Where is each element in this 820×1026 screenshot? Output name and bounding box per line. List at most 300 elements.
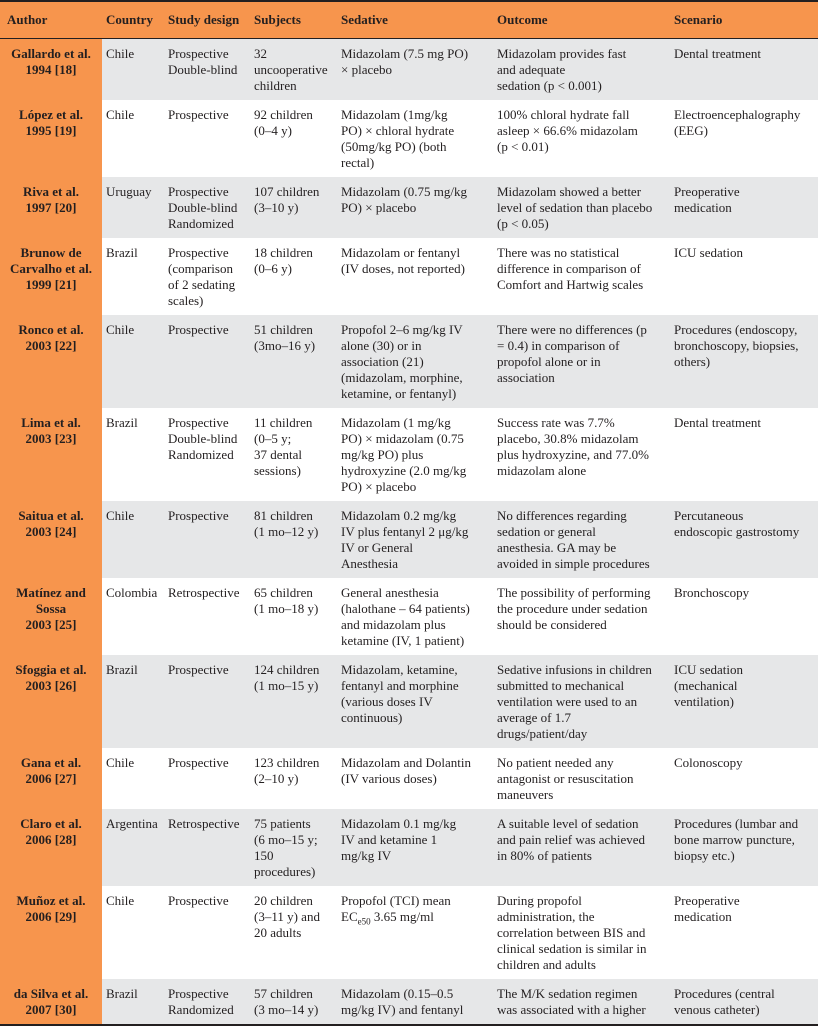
cell-line: anesthesia. GA may be xyxy=(497,540,617,555)
table-row xyxy=(0,655,818,748)
cell-line: Preoperative xyxy=(674,184,740,199)
cell-line: Electroencephalography xyxy=(674,107,801,122)
cell-line: 2006 [29] xyxy=(25,909,77,924)
cell-line: IV plus fentanyl 2 μg/kg xyxy=(341,524,469,539)
cell-line: (mechanical xyxy=(674,678,738,693)
table-row xyxy=(0,979,818,1025)
cell-scenario xyxy=(670,100,818,177)
cell-outcome xyxy=(493,238,670,315)
cell-line: avoided in simple procedures xyxy=(497,556,650,571)
cell-line: Prospective xyxy=(168,755,229,770)
cell-line: Anesthesia xyxy=(341,556,399,571)
cell-design xyxy=(164,748,250,809)
cell-line: (halothane – 64 patients) xyxy=(341,601,470,616)
cell-line: Prospective xyxy=(168,245,229,260)
cell-line: 1994 [18] xyxy=(25,62,77,77)
cell-line: PO) × chloral hydrate xyxy=(341,123,455,138)
cell-scenario xyxy=(670,177,818,238)
cell-line: ketamine, or fentanyl) xyxy=(341,386,457,401)
cell-line: Prospective xyxy=(168,508,229,523)
cell-line: Argentina xyxy=(106,816,158,831)
cell-outcome xyxy=(493,100,670,177)
cell-line: Prospective xyxy=(168,893,229,908)
cell-subjects xyxy=(250,177,337,238)
cell-line: correlation between BIS and xyxy=(497,925,646,940)
cell-outcome xyxy=(493,578,670,655)
cell-line: 2003 [22] xyxy=(25,338,77,353)
cell-line: 2003 [26] xyxy=(25,678,77,693)
header-scenario: Scenario xyxy=(670,1,818,39)
cell-line: administration, the xyxy=(497,909,595,924)
cell-line: sessions) xyxy=(254,463,301,478)
cell-line: Midazolam (0.75 mg/kg xyxy=(341,184,468,199)
cell-line: Brazil xyxy=(106,662,138,677)
cell-line: Dental treatment xyxy=(674,415,761,430)
cell-outcome xyxy=(493,39,670,101)
cell-sedative xyxy=(337,886,493,979)
cell-line: 107 children xyxy=(254,184,320,199)
cell-line: Retrospective xyxy=(168,816,240,831)
cell-subjects xyxy=(250,748,337,809)
cell-line: 20 adults xyxy=(254,925,302,940)
cell-line: 65 children xyxy=(254,585,313,600)
cell-line: (50mg/kg PO) (both xyxy=(341,139,447,154)
cell-line: medication xyxy=(674,200,732,215)
header-sedative: Sedative xyxy=(337,1,493,39)
cell-author xyxy=(0,578,102,655)
table-row xyxy=(0,748,818,809)
cell-design xyxy=(164,39,250,101)
cell-line: of 2 sedating xyxy=(168,277,236,292)
cell-author xyxy=(0,655,102,748)
cell-line: and midazolam plus xyxy=(341,617,446,632)
cell-outcome xyxy=(493,979,670,1025)
table-row xyxy=(0,408,818,501)
cell-line: (3mo–16 y) xyxy=(254,338,316,353)
cell-line: rectal) xyxy=(341,155,375,170)
header-outcome: Outcome xyxy=(493,1,670,39)
cell-line: propofol alone or in xyxy=(497,354,601,369)
cell-author xyxy=(0,979,102,1025)
cell-line: Brazil xyxy=(106,245,138,260)
cell-line: Claro et al. xyxy=(20,816,82,831)
cell-outcome xyxy=(493,748,670,809)
cell-line: 124 children xyxy=(254,662,320,677)
table-row xyxy=(0,100,818,177)
cell-line: sedation or general xyxy=(497,524,596,539)
cell-line: 2006 [28] xyxy=(25,832,77,847)
cell-line: (various doses IV xyxy=(341,694,433,709)
cell-scenario xyxy=(670,809,818,886)
cell-outcome xyxy=(493,886,670,979)
cell-line: difference in comparison of xyxy=(497,261,641,276)
cell-line: 1999 [21] xyxy=(25,277,77,292)
cell-country xyxy=(102,979,164,1025)
cell-line: Colombia xyxy=(106,585,158,600)
cell-sedative xyxy=(337,238,493,315)
cell-author xyxy=(0,39,102,101)
cell-line: 75 patients xyxy=(254,816,311,831)
cell-design xyxy=(164,315,250,408)
cell-sedative xyxy=(337,501,493,578)
cell-line: procedures) xyxy=(254,864,316,879)
cell-line: Midazolam 0.1 mg/kg xyxy=(341,816,457,831)
cell-line: Dental treatment xyxy=(674,46,761,61)
cell-line: fentanyl and morphine xyxy=(341,678,459,693)
cell-line: hydroxyzine (2.0 mg/kg xyxy=(341,463,467,478)
cell-line: (6 mo–15 y; xyxy=(254,832,318,847)
cell-subjects xyxy=(250,408,337,501)
cell-line: 1995 [19] xyxy=(25,123,77,138)
cell-line: Randomized xyxy=(168,1002,234,1017)
cell-line: antagonist or resuscitation xyxy=(497,771,634,786)
cell-line: Sossa xyxy=(35,601,67,616)
cell-line: Carvalho et al. xyxy=(10,261,92,276)
cell-line: (midazolam, morphine, xyxy=(341,370,463,385)
cell-line: Double-blind xyxy=(168,62,238,77)
cell-line: Retrospective xyxy=(168,585,240,600)
cell-line: association (21) xyxy=(341,354,424,369)
cell-line: IV and ketamine 1 xyxy=(341,832,438,847)
cell-line: ventilation were used to an xyxy=(497,694,638,709)
table-row xyxy=(0,578,818,655)
cell-line: Prospective xyxy=(168,415,229,430)
cell-scenario xyxy=(670,39,818,101)
cell-subjects xyxy=(250,655,337,748)
cell-line: level of sedation than placebo xyxy=(497,200,653,215)
cell-sedative xyxy=(337,748,493,809)
cell-line: (p < 0.01) xyxy=(497,139,549,154)
cell-line: Uruguay xyxy=(106,184,152,199)
cell-line: Gana et al. xyxy=(20,755,82,770)
cell-line: ICU sedation xyxy=(674,662,743,677)
cell-line: (3–10 y) xyxy=(254,200,299,215)
cell-outcome xyxy=(493,177,670,238)
cell-design xyxy=(164,408,250,501)
cell-line: mg/kg IV) and fentanyl xyxy=(341,1002,464,1017)
cell-line: Chile xyxy=(106,755,135,770)
cell-line: 81 children xyxy=(254,508,313,523)
cell-line: Saitua et al. xyxy=(18,508,84,523)
cell-line: venous catheter) xyxy=(674,1002,760,1017)
cell-line: López et al. xyxy=(19,107,83,122)
cell-line: Chile xyxy=(106,322,135,337)
cell-line: $EC_{e50}$ 3.65 mg/ml xyxy=(341,909,434,927)
cell-line: PO) × midazolam (0.75 xyxy=(341,431,464,446)
cell-line: (1 mo–15 y) xyxy=(254,678,319,693)
cell-line: Midazolam, ketamine, xyxy=(341,662,458,677)
cell-sedative xyxy=(337,315,493,408)
cell-line: Brazil xyxy=(106,415,138,430)
cell-line: 51 children xyxy=(254,322,313,337)
cell-line: 1997 [20] xyxy=(25,200,77,215)
cell-line: Prospective xyxy=(168,322,229,337)
cell-line: Midazolam showed a better xyxy=(497,184,642,199)
cell-subjects xyxy=(250,979,337,1025)
cell-country xyxy=(102,886,164,979)
header-study-design: Study design xyxy=(164,1,250,39)
cell-subjects xyxy=(250,315,337,408)
cell-line: 2003 [24] xyxy=(25,524,77,539)
cell-line: bone marrow puncture, xyxy=(674,832,795,847)
cell-line: (EEG) xyxy=(674,123,708,138)
cell-line: 100% chloral hydrate fall xyxy=(497,107,630,122)
cell-line: ventilation) xyxy=(674,694,734,709)
cell-line: 20 children xyxy=(254,893,313,908)
cell-line: children xyxy=(254,78,297,93)
cell-country xyxy=(102,315,164,408)
cell-subjects xyxy=(250,39,337,101)
cell-line: Chile xyxy=(106,107,135,122)
cell-author xyxy=(0,177,102,238)
cell-line: children and adults xyxy=(497,957,596,972)
cell-author xyxy=(0,315,102,408)
cell-line: 2003 [23] xyxy=(25,431,77,446)
cell-line: submitted to mechanical xyxy=(497,678,625,693)
cell-subjects xyxy=(250,886,337,979)
cell-sedative xyxy=(337,177,493,238)
cell-line: should be considered xyxy=(497,617,607,632)
cell-line: Riva et al. xyxy=(23,184,79,199)
cell-line: endoscopic gastrostomy xyxy=(674,524,800,539)
cell-line: Chile xyxy=(106,46,135,61)
cell-country xyxy=(102,578,164,655)
cell-line: Colonoscopy xyxy=(674,755,743,770)
cell-line: (1 mo–12 y) xyxy=(254,524,319,539)
cell-design xyxy=(164,177,250,238)
cell-outcome xyxy=(493,809,670,886)
cell-line: (comparison xyxy=(168,261,233,276)
cell-line: Prospective xyxy=(168,662,229,677)
header-author: Author xyxy=(0,1,102,39)
cell-line: 2007 [30] xyxy=(25,1002,77,1017)
cell-line: maneuvers xyxy=(497,787,554,802)
cell-scenario xyxy=(670,748,818,809)
cell-design xyxy=(164,238,250,315)
cell-outcome xyxy=(493,408,670,501)
cell-line: association xyxy=(497,370,555,385)
cell-line: Lima et al. xyxy=(21,415,81,430)
cell-line: average of 1.7 xyxy=(497,710,571,725)
cell-country xyxy=(102,100,164,177)
cell-line: Sfoggia et al. xyxy=(15,662,87,677)
cell-line: A suitable level of sedation xyxy=(497,816,639,831)
cell-line: (0–4 y) xyxy=(254,123,292,138)
cell-subjects xyxy=(250,578,337,655)
cell-design xyxy=(164,578,250,655)
cell-line: Prospective xyxy=(168,184,229,199)
cell-line: Midazolam (1mg/kg xyxy=(341,107,448,122)
table-row xyxy=(0,39,818,101)
table-row xyxy=(0,809,818,886)
table-row xyxy=(0,501,818,578)
cell-line: was associated with a higher xyxy=(497,1002,646,1017)
cell-scenario xyxy=(670,408,818,501)
cell-line: Procedures (central xyxy=(674,986,775,1001)
cell-line: Success rate was 7.7% xyxy=(497,415,615,430)
cell-sedative xyxy=(337,408,493,501)
cell-line: × placebo xyxy=(341,62,393,77)
cell-author xyxy=(0,809,102,886)
cell-line: Midazolam (1 mg/kg xyxy=(341,415,451,430)
cell-line: Midazolam or fentanyl xyxy=(341,245,461,260)
cell-author xyxy=(0,748,102,809)
cell-country xyxy=(102,177,164,238)
cell-line: Chile xyxy=(106,508,135,523)
cell-line: Prospective xyxy=(168,986,229,1001)
cell-line: (p < 0.05) xyxy=(497,216,549,231)
cell-line: da Silva et al. xyxy=(13,986,89,1001)
cell-line: (IV doses, not reported) xyxy=(341,261,465,276)
cell-outcome xyxy=(493,655,670,748)
cell-line: (0–6 y) xyxy=(254,261,292,276)
cell-line: (2–10 y) xyxy=(254,771,299,786)
table-row xyxy=(0,315,818,408)
cell-line: Double-blind xyxy=(168,200,238,215)
cell-subjects xyxy=(250,238,337,315)
cell-scenario xyxy=(670,886,818,979)
cell-line: the procedure under sedation xyxy=(497,601,648,616)
cell-line: Prospective xyxy=(168,107,229,122)
cell-sedative xyxy=(337,809,493,886)
cell-country xyxy=(102,748,164,809)
cell-line: PO) × placebo xyxy=(341,200,417,215)
cell-line: Gallardo et al. xyxy=(11,46,91,61)
cell-author xyxy=(0,501,102,578)
cell-design xyxy=(164,809,250,886)
cell-line: Midazolam provides fast xyxy=(497,46,627,61)
cell-country xyxy=(102,238,164,315)
cell-line: (0–5 y; xyxy=(254,431,292,446)
cell-scenario xyxy=(670,315,818,408)
cell-design xyxy=(164,886,250,979)
cell-line: There were no differences (p xyxy=(497,322,647,337)
cell-line: mg/kg PO) plus xyxy=(341,447,424,462)
table-row xyxy=(0,177,818,238)
cell-line: 2003 [25] xyxy=(25,617,77,632)
cell-line: (1 mo–18 y) xyxy=(254,601,319,616)
header-country: Country xyxy=(102,1,164,39)
header-subjects: Subjects xyxy=(250,1,337,39)
table-header-row xyxy=(0,1,818,39)
cell-line: Randomized xyxy=(168,216,234,231)
cell-line: 2006 [27] xyxy=(25,771,77,786)
cell-line: scales) xyxy=(168,293,204,308)
cell-line: ICU sedation xyxy=(674,245,743,260)
cell-line: Prospective xyxy=(168,46,229,61)
cell-line: (IV various doses) xyxy=(341,771,437,786)
cell-subjects xyxy=(250,501,337,578)
cell-line: Propofol 2–6 mg/kg IV xyxy=(341,322,463,337)
cell-line: = 0.4) in comparison of xyxy=(497,338,620,353)
cell-sedative xyxy=(337,100,493,177)
cell-line: Ronco et al. xyxy=(18,322,84,337)
cell-line: IV or General xyxy=(341,540,413,555)
cell-line: Midazolam and Dolantin xyxy=(341,755,471,770)
cell-line: Matínez and xyxy=(16,585,86,600)
table-row xyxy=(0,238,818,315)
cell-line: 92 children xyxy=(254,107,313,122)
cell-author xyxy=(0,238,102,315)
cell-line: (3–11 y) and xyxy=(254,909,320,924)
cell-line: continuous) xyxy=(341,710,403,725)
cell-scenario xyxy=(670,979,818,1025)
cell-line: ketamine (IV, 1 patient) xyxy=(341,633,465,648)
cell-design xyxy=(164,655,250,748)
cell-line: medication xyxy=(674,909,732,924)
cell-line: Comfort and Hartwig scales xyxy=(497,277,644,292)
cell-line: biopsy etc.) xyxy=(674,848,735,863)
cell-line: 18 children xyxy=(254,245,313,260)
cell-country xyxy=(102,408,164,501)
cell-line: There was no statistical xyxy=(497,245,620,260)
cell-line: Brazil xyxy=(106,986,138,1001)
cell-line: 32 xyxy=(254,46,267,61)
cell-line: (3 mo–14 y) xyxy=(254,1002,319,1017)
cell-line: 57 children xyxy=(254,986,313,1001)
cell-line: Midazolam 0.2 mg/kg xyxy=(341,508,457,523)
cell-outcome xyxy=(493,315,670,408)
cell-country xyxy=(102,39,164,101)
cell-line: Chile xyxy=(106,893,135,908)
cell-line: Procedures (lumbar and xyxy=(674,816,799,831)
cell-country xyxy=(102,809,164,886)
cell-scenario xyxy=(670,501,818,578)
cell-country xyxy=(102,501,164,578)
cell-line: 150 xyxy=(254,848,274,863)
cell-line: bronchoscopy, biopsies, xyxy=(674,338,799,353)
cell-line: Preoperative xyxy=(674,893,740,908)
cell-line: sedation (p < 0.001) xyxy=(497,78,602,93)
cell-sedative xyxy=(337,39,493,101)
cell-line: Bronchoscopy xyxy=(674,585,750,600)
cell-sedative xyxy=(337,655,493,748)
cell-line: General anesthesia xyxy=(341,585,439,600)
cell-line: plus hydroxyzine, and 77.0% xyxy=(497,447,650,462)
cell-line: uncooperative xyxy=(254,62,328,77)
cell-line: Midazolam (0.15–0.5 xyxy=(341,986,454,1001)
cell-line: midazolam alone xyxy=(497,463,587,478)
cell-design xyxy=(164,501,250,578)
cell-line: asleep × 66.6% midazolam xyxy=(497,123,638,138)
cell-line: in 80% of patients xyxy=(497,848,592,863)
cell-design xyxy=(164,979,250,1025)
cell-scenario xyxy=(670,578,818,655)
cell-line: Propofol (TCI) mean xyxy=(341,893,451,908)
cell-design xyxy=(164,100,250,177)
cell-author xyxy=(0,408,102,501)
cell-line: Randomized xyxy=(168,447,234,462)
cell-line: and adequate xyxy=(497,62,566,77)
cell-sedative xyxy=(337,578,493,655)
cell-line: The possibility of performing xyxy=(497,585,651,600)
cell-line: Brunow de xyxy=(20,245,82,260)
cell-author xyxy=(0,100,102,177)
cell-line: and pain relief was achieved xyxy=(497,832,645,847)
cell-line: The M/K sedation regimen xyxy=(497,986,638,1001)
cell-line: No differences regarding xyxy=(497,508,627,523)
cell-line: 123 children xyxy=(254,755,320,770)
cell-line: mg/kg IV xyxy=(341,848,392,863)
table-row xyxy=(0,886,818,979)
cell-line: No patient needed any xyxy=(497,755,614,770)
cell-line: 37 dental xyxy=(254,447,303,462)
cell-line: Midazolam (7.5 mg PO) xyxy=(341,46,469,61)
cell-line: alone (30) or in xyxy=(341,338,422,353)
cell-line: During propofol xyxy=(497,893,582,908)
cell-country xyxy=(102,655,164,748)
cell-line: Percutaneous xyxy=(674,508,744,523)
